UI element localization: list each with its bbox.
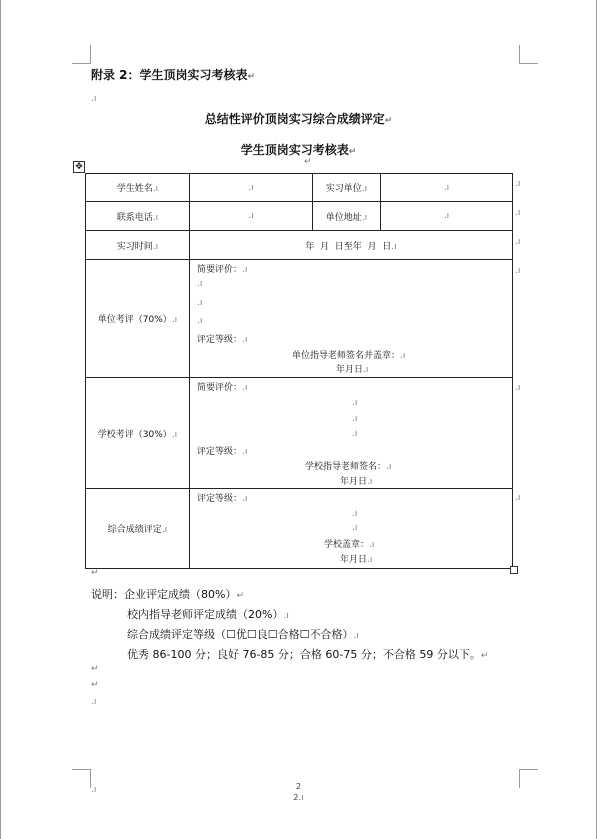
school-eval-date: 年月日.ı — [340, 477, 373, 487]
phone-label-cell: 联系电话.ı — [86, 202, 190, 231]
unit-eval-brief: 简要评价：.ı — [197, 265, 248, 275]
cell-mark: .ı — [91, 94, 97, 104]
paragraph-mark: ↵ — [91, 680, 99, 690]
page-number-field: 2.ı — [293, 793, 304, 803]
unit-address-value-cell[interactable]: .ı — [381, 202, 513, 231]
paragraph-mark: ↵ — [91, 568, 99, 578]
student-name-value-cell[interactable]: .ı — [190, 174, 313, 202]
school-eval-sign: 学校指导老师签名：.ı — [305, 462, 392, 472]
paragraph-mark: ↵ — [247, 72, 256, 82]
form-main-title: 总结性评价顶岗实习综合成绩评定↵ — [204, 112, 393, 126]
row-end-mark: .ı — [515, 179, 521, 189]
notes-line-2: 校内指导老师评定成绩（20%）.ı — [127, 608, 289, 621]
appendix-title: 附录 2：学生顶岗实习考核表↵ — [91, 68, 256, 82]
unit-eval-label-cell: 单位考评（70%）.ı — [86, 260, 190, 378]
unit-eval-grade: 评定等级：.ı — [197, 335, 248, 345]
school-eval-grade: 评定等级：.ı — [197, 447, 248, 457]
cell-mark: .ı — [352, 414, 358, 424]
overall-date: 年月日.ı — [340, 555, 373, 565]
page-number: 2 — [295, 782, 302, 791]
row-end-mark: .ı — [515, 266, 521, 276]
paragraph-mark: ↵ — [91, 664, 99, 674]
notes-line-1: 说明：企业评定成绩（80%）↵ — [91, 588, 244, 601]
unit-eval-date: 年月日.ı — [336, 365, 369, 375]
period-value-cell[interactable]: 年 月 日至年 月 日.ı — [190, 231, 513, 260]
cell-mark: .ı — [197, 279, 203, 289]
school-eval-label-cell: 学校考评（30%）.ı — [86, 378, 190, 489]
margin-corner-top-left — [72, 45, 91, 64]
margin-corner-top-right — [519, 45, 538, 64]
row-end-mark: .ı — [515, 493, 521, 503]
overall-grade: 评定等级：.ı — [197, 494, 248, 504]
row-end-mark: .ı — [515, 383, 521, 393]
cell-mark: .ı — [352, 509, 358, 519]
table-resize-handle-icon[interactable] — [510, 566, 518, 574]
cell-mark: .ı — [352, 523, 358, 533]
paragraph-mark: ↵ — [348, 147, 357, 157]
notes-line-3: 综合成绩评定等级（☐优☐良☐合格☐不合格）.ı — [127, 628, 359, 641]
assessment-table — [85, 173, 513, 569]
overall-content-cell[interactable] — [190, 489, 513, 569]
cell-mark: .ı — [91, 785, 97, 795]
phone-value-cell[interactable]: .ı — [190, 202, 313, 231]
period-label-cell: 实习时间.ı — [86, 231, 190, 260]
row-end-mark: .ı — [515, 208, 521, 218]
row-end-mark: .ı — [515, 237, 521, 247]
school-eval-brief: 简要评价：.ı — [197, 383, 248, 393]
unit-eval-sign: 单位指导老师签名并盖章：.ı — [292, 351, 406, 361]
student-name-label-cell: 学生姓名.ı — [86, 174, 190, 202]
paragraph-mark: ↵ — [384, 116, 393, 126]
unit-eval-content-cell[interactable] — [190, 260, 513, 378]
intern-unit-label-cell: 实习单位.ı — [313, 174, 381, 202]
intern-unit-value-cell[interactable]: .ı — [381, 174, 513, 202]
unit-address-label-cell: 单位地址.ı — [313, 202, 381, 231]
cell-mark: .ı — [197, 298, 203, 308]
overall-label-cell: 综合成绩评定.ı — [86, 489, 190, 569]
school-eval-content-cell[interactable] — [190, 378, 513, 489]
cell-mark: .ı — [352, 398, 358, 408]
cell-mark: .ı — [91, 697, 97, 707]
overall-stamp: 学校盖章：.ı — [324, 540, 375, 550]
cell-mark: .ı — [197, 316, 203, 326]
paragraph-mark: ↵ — [304, 157, 312, 167]
table-move-handle-icon[interactable]: ✥ — [73, 161, 85, 173]
cell-mark: .ı — [352, 429, 358, 439]
form-subtitle: 学生顶岗实习考核表↵ — [240, 143, 357, 157]
notes-line-4: 优秀 86-100 分；良好 76-85 分；合格 60-75 分；不合格 59 分以下。↵ — [127, 648, 489, 661]
